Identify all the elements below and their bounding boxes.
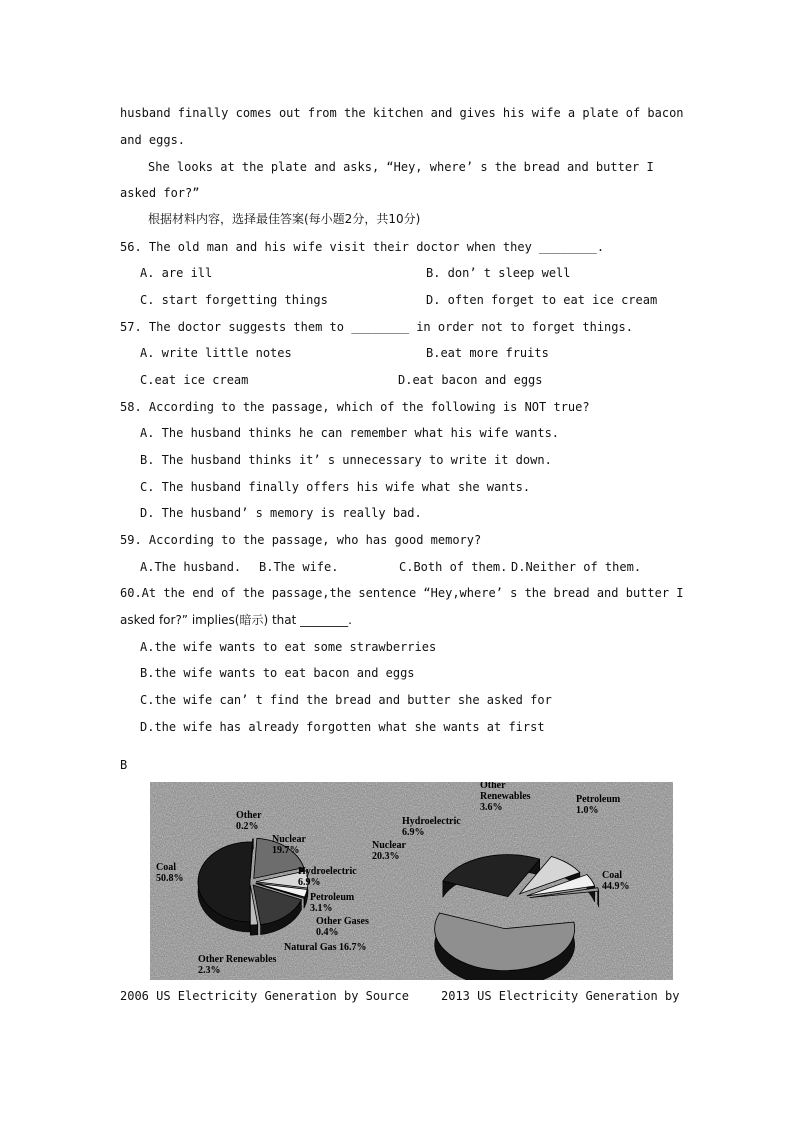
question-60-stem-line-1: 60.At the end of the passage,the sentence “Hey,where’ s the bread and butter I — [120, 586, 684, 600]
question-56-stem: 56. The old man and his wife visit their doctor when they ________. — [120, 240, 605, 254]
question-59-option-a: A.The husband. — [140, 560, 242, 574]
question-58-stem: 58. According to the passage, which of the following is NOT true? — [120, 400, 590, 414]
question-58-option-c: C. The husband finally offers his wife what she wants. — [140, 480, 531, 494]
electricity-pie-charts — [150, 782, 673, 980]
chart-2006-caption: 2006 US Electricity Generation by Source — [120, 989, 409, 1003]
question-60-stem-line-2: asked for?” implies(暗示) that ________. — [120, 613, 352, 627]
label-nuclear-2013: Nuclear 20.3% — [372, 840, 406, 862]
label-natural-gas-2006: Natural Gas 16.7% — [284, 942, 367, 953]
question-60-option-b: B.the wife wants to eat bacon and eggs — [140, 666, 415, 680]
label-petroleum-2006: Petroleum 3.1% — [310, 892, 355, 914]
question-59-option-c: C.Both of them. — [399, 560, 508, 574]
label-coal-2006: Coal 50.8% — [156, 862, 184, 884]
label-other-renewables-2006: Other Renewables 2.3% — [198, 954, 277, 976]
passage-line-2: and eggs. — [120, 133, 186, 147]
question-57-option-d: D.eat bacon and eggs — [398, 373, 543, 387]
question-60-option-a: A.the wife wants to eat some strawberries — [140, 640, 437, 654]
question-56-option-d: D. often forget to eat ice cream — [426, 293, 658, 307]
question-59-stem: 59. According to the passage, who has good memory? — [120, 533, 482, 547]
label-other-2006: Other 0.2% — [236, 810, 262, 832]
label-other-gases-2006: Other Gases 0.4% — [316, 916, 369, 938]
question-56-option-b: B. don’ t sleep well — [426, 266, 571, 280]
question-60-option-d: D.the wife has already forgotten what she wants at first — [140, 720, 545, 734]
section-b-label: B — [120, 758, 128, 772]
label-other-renewables-2013: Other Renewables 3.6% — [480, 782, 531, 813]
passage-line-1: husband finally comes out from the kitchen and gives his wife a plate of bacon — [120, 106, 684, 120]
passage-line-4: asked for?” — [120, 186, 200, 200]
question-56-option-c: C. start forgetting things — [140, 293, 328, 307]
label-hydroelectric-2006: Hydroelectric 6.9% — [298, 866, 357, 888]
label-hydroelectric-2013: Hydroelectric 6.9% — [402, 816, 461, 838]
question-57-stem: 57. The doctor suggests them to ________ in order not to forget things. — [120, 320, 633, 334]
question-57-option-b: B.eat more fruits — [426, 346, 549, 360]
question-58-option-b: B. The husband thinks it’ s unnecessary to write it down. — [140, 453, 552, 467]
label-nuclear-2006: Nuclear 19.7% — [272, 834, 306, 856]
passage-line-3: She looks at the plate and asks, “Hey, where’ s the bread and butter I — [148, 160, 654, 174]
question-59-option-b: B.The wife. — [259, 560, 339, 574]
question-57-option-c: C.eat ice cream — [140, 373, 249, 387]
question-58-option-d: D. The husband’ s memory is really bad. — [140, 506, 422, 520]
question-59-option-d: D.Neither of them. — [511, 560, 642, 574]
question-58-option-a: A. The husband thinks he can remember what his wife wants. — [140, 426, 560, 440]
question-60-option-c: C.the wife can’ t find the bread and butter she asked for — [140, 693, 552, 707]
label-petroleum-2013: Petroleum 1.0% — [576, 794, 621, 816]
chart-2013-caption: 2013 US Electricity Generation by — [441, 989, 680, 1003]
instructions: 根据材料内容，选择最佳答案(每小题2分，共10分) — [148, 212, 421, 226]
question-57-option-a: A. write little notes — [140, 346, 292, 360]
label-coal-2013: Coal 44.9% — [602, 870, 630, 892]
question-56-option-a: A. are ill — [140, 266, 213, 280]
